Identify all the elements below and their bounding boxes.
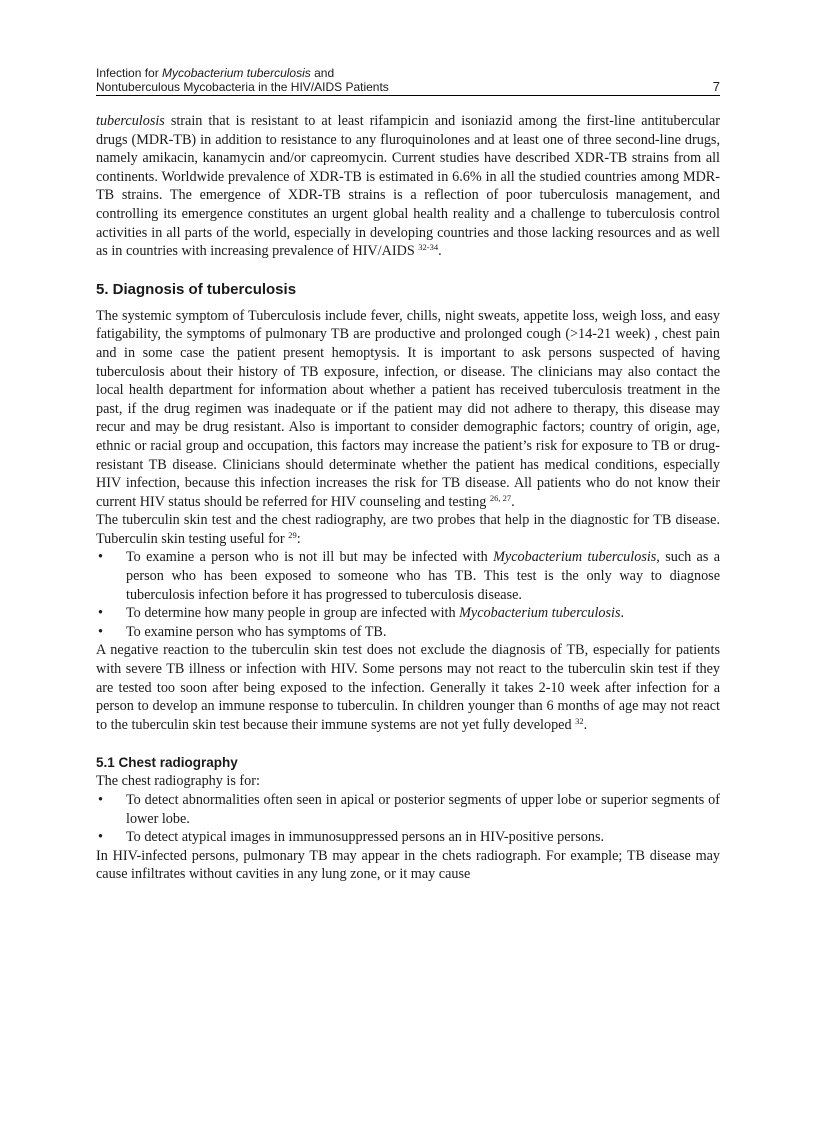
running-header	[96, 66, 720, 96]
bullet-icon: •	[98, 623, 103, 640]
bullet-icon: •	[98, 792, 103, 808]
paragraph-radiography-intro: The chest radiography is for:	[96, 773, 260, 790]
list-item	[96, 791, 720, 828]
citation: 29	[288, 529, 297, 540]
list-item-text: To detect abnormalities often seen in apical or posterior segments of upper lobe or superior segments of lower lobe.	[126, 792, 720, 827]
body-text	[96, 112, 720, 884]
page-number: 7	[712, 79, 720, 94]
punctuation: .	[511, 493, 515, 510]
paragraph-symptoms	[96, 307, 720, 512]
bullet-icon: •	[98, 829, 103, 846]
list-item-text: .	[620, 605, 625, 622]
paragraph-negative-reaction	[96, 641, 720, 734]
tuberculin-uses-list	[96, 548, 720, 641]
list-item	[96, 548, 720, 604]
paragraph-text: strain that is resistant to at least rifampicin and isoniazid among the first-line antitubercular drugs (MDR-TB) in addition to resistance to any fluroquinolones and at least one of three second-line drugs, namely amikacin, kanamycin and/or capreomycin. Current studies have described XDR-TB strains from all continents. Worldwide prevalence of XDR-TB is estimated in 6.6% in all the studied countries among MDR-TB strains. The emergence of XDR-TB strains is a reflection of poor tuberculosis management, and controlling its emergence constitutes an urgent global health reality and a challenge to tuberculosis control activities in all parts of the world, especially in developing countries and those lacking resources and as well as in countries with increasing prevalence of HIV/AIDS	[96, 113, 720, 260]
list-item-text: To determine how many people in group are infected with	[126, 605, 460, 622]
bullet-icon: •	[98, 549, 103, 566]
header-title	[96, 66, 389, 94]
italic-term: Mycobacterium tuberculosis	[459, 605, 621, 622]
header-line2: Nontuberculous Mycobacteria in the HIV/AIDS Patients	[96, 80, 389, 94]
radiography-uses-list	[96, 791, 720, 847]
list-item	[96, 623, 720, 642]
punctuation: .	[583, 716, 588, 733]
italic-term: tuberculosis	[96, 113, 165, 129]
paragraph-tuberculin	[96, 511, 720, 548]
page	[96, 66, 720, 884]
list-item-text: To detect atypical images in immunosuppressed persons an in HIV-positive persons.	[126, 829, 605, 846]
paragraph-text: The tuberculin skin test and the chest radiography, are two probes that help in the diagnostic for TB disease. Tuberculin skin testing useful for	[96, 512, 720, 547]
header-line1-italic: Mycobacterium tuberculosis	[162, 66, 311, 80]
citation: 32	[575, 715, 584, 726]
punctuation: :	[296, 530, 301, 547]
list-item-text: such as a person who has been exposed to someone who has TB. This test is the only way to diagnose tuberculosis infection before it has progressed to tuberculosis disease.	[126, 549, 721, 603]
punctuation: .	[438, 243, 442, 260]
citation: 26, 27	[489, 492, 512, 503]
list-item-text: To examine a person who is not ill but may be infected with	[126, 549, 494, 566]
paragraph-text: A negative reaction to the tuberculin skin test does not exclude the diagnosis of TB, especially for patients with severe TB illness or infection with HIV. Some persons may not react to the tuberculin skin test if they are tested too soon after being exposed to the infection. Generally it takes 2-10 week after infection for a person to develop an immune response to tuberculin. In children younger than 6 months of age may not react to the tuberculin skin test because their immune systems are not yet fully developed	[96, 642, 720, 733]
paragraph-text: The systemic symptom of Tuberculosis include fever, chills, night sweats, appetite loss, weigh loss, and easy fatigability, the symptoms of pulmonary TB are productive and prolonged cough (>14-21 week) , chest pain and in some case the patient present hemoptysis. It is important to ask persons suspected of having tuberculosis about their history of TB exposure, infection, or disease. The clinicians may also contact the local health department for information about whether a patient has received tuberculosis treatment in the past, if the drug regimen was inadequate or if the patient may did not adhere to therapy, this disease may recur and may be drug resistant. Also is important to consider demographic factors; country of origin, age, ethnic or racial group and occupation, this factors may increase the patient’s risk for exposure to TB or drug-resistant TB disease. Clinicians should determinate whether the patient has medical conditions, especially HIV infection, because this infection increases the risk for TB disease. All patients who do not know their current HIV status should be referred for HIV counseling and testing	[96, 307, 720, 510]
list-item-text: To examine person who has symptoms of TB.	[126, 623, 387, 640]
list-item	[96, 604, 720, 623]
list-item	[96, 828, 720, 847]
bullet-icon: •	[98, 605, 103, 622]
header-line1-pre: Infection for	[96, 66, 163, 80]
paragraph-xdr-tb	[96, 112, 720, 261]
italic-term: Mycobacterium tuberculosis,	[493, 549, 660, 566]
section-heading-diagnosis: 5. Diagnosis of tuberculosis	[96, 280, 297, 298]
header-line1-post: and	[310, 66, 335, 80]
paragraph-hiv-radiograph: In HIV-infected persons, pulmonary TB may appear in the chets radiograph. For example; TB disease may cause infiltrates without cavities in any lung zone, or it may cause	[96, 847, 720, 883]
citation: 32-34	[418, 242, 439, 253]
subsection-heading-chest-radiography: 5.1 Chest radiography	[96, 755, 238, 771]
